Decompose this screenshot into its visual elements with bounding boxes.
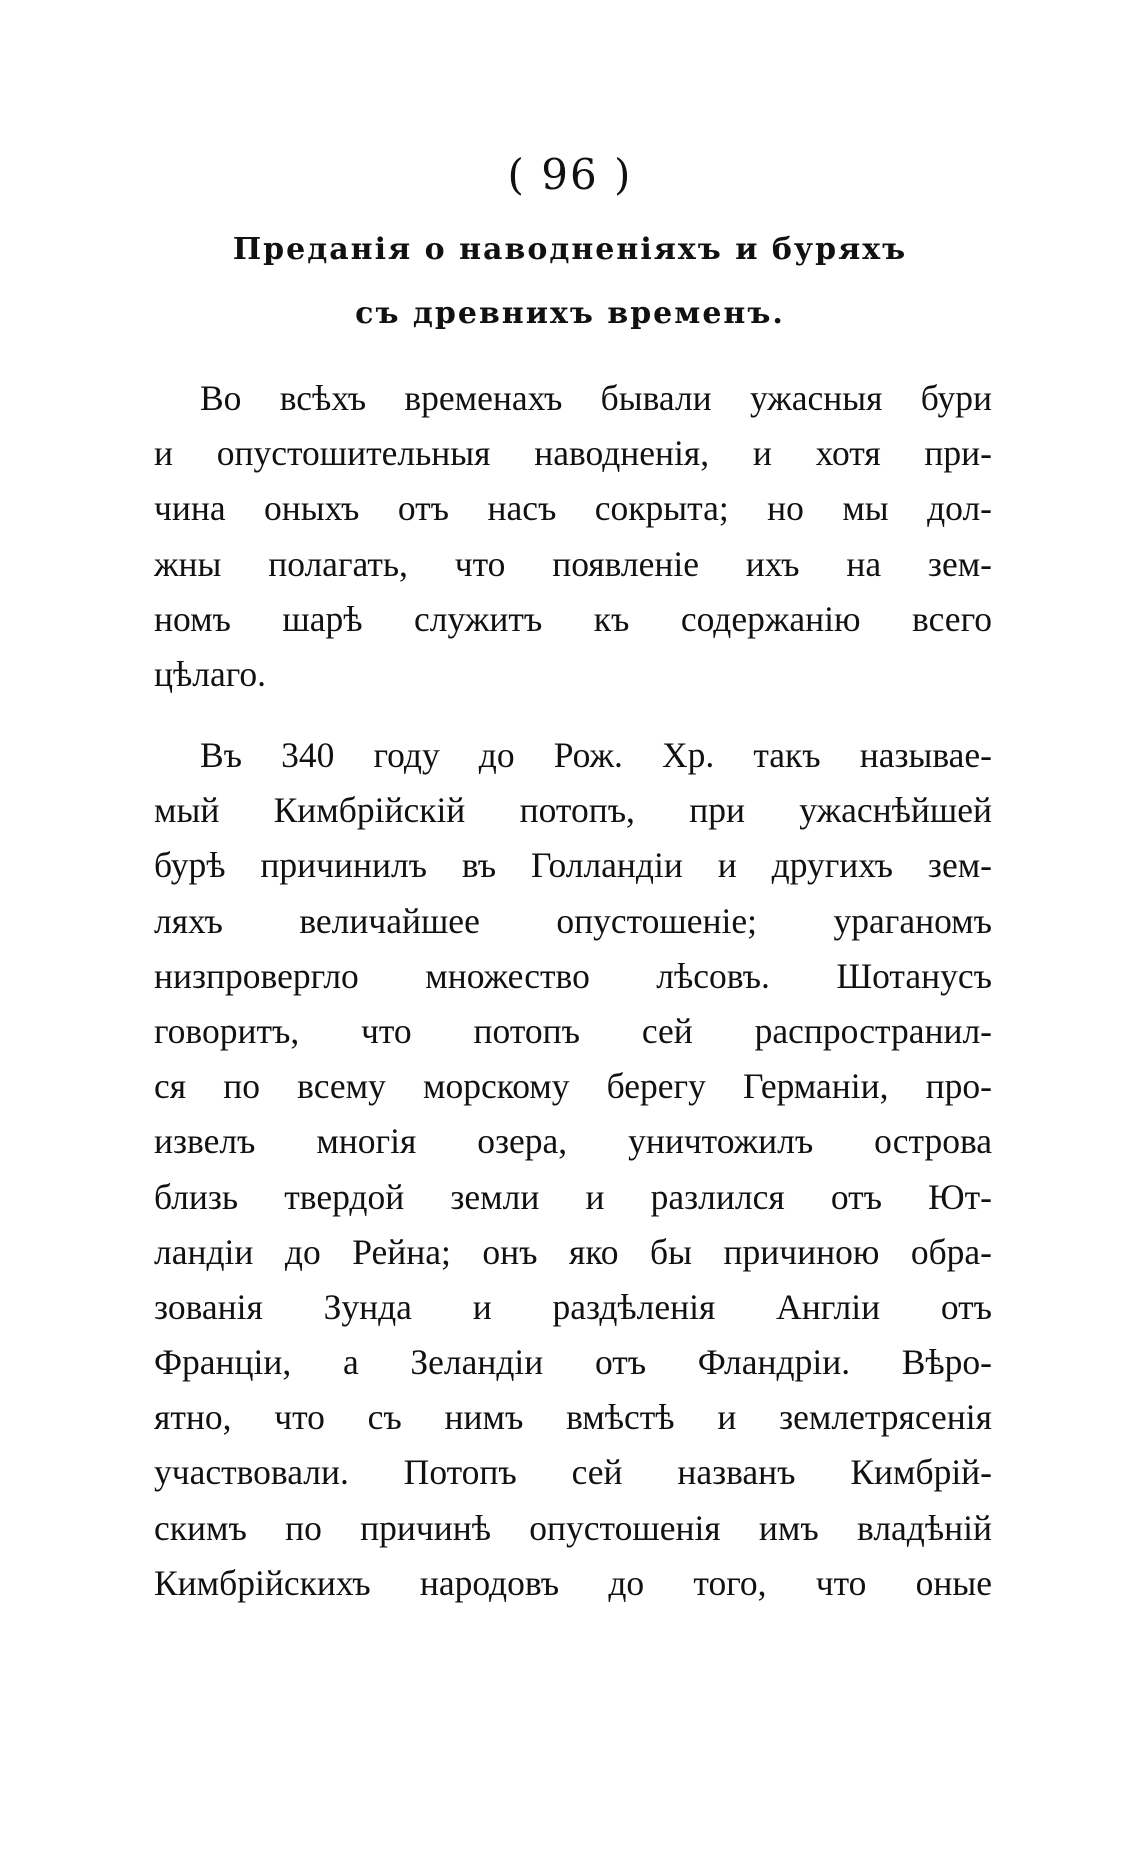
text-line: Франціи, а Зеландіи отъ Фландріи. Вѣро- bbox=[154, 1342, 992, 1383]
paragraph-2 bbox=[154, 728, 992, 1611]
text-line: бурѣ причинилъ въ Голландіи и другихъ зем- bbox=[154, 845, 992, 886]
text-line: цѣлаго. bbox=[154, 653, 267, 694]
text-line: Въ 340 году до Рож. Хр. такъ называе- bbox=[200, 735, 992, 775]
text-line: извелъ многія озера, уничтожилъ острова bbox=[154, 1121, 992, 1162]
chapter-heading-line-1: Преданія о наводненіяхъ и буряхъ bbox=[232, 232, 908, 267]
text-line: близь твердой земли и разлился отъ Ют- bbox=[154, 1176, 992, 1217]
text-line: ся по всему морскому берегу Германіи, про- bbox=[154, 1066, 992, 1107]
text-line: номъ шарѣ служитъ къ содержанію всего bbox=[154, 598, 992, 639]
text-line: жны полагать, что появленіе ихъ на зем- bbox=[154, 543, 992, 584]
text-line: низпровергло множество лѣсовъ. Шотанусъ bbox=[154, 955, 992, 996]
text-line: Кимбрійскихъ народовъ до того, что оные bbox=[154, 1562, 992, 1603]
paragraph-1 bbox=[154, 371, 992, 702]
text-line: чина оныхъ отъ насъ сокрыта; но мы дол- bbox=[154, 488, 992, 529]
text-line: мый Кимбрійскій потопъ, при ужаснѣйшей bbox=[154, 790, 992, 831]
text-line: и опустошительныя наводненія, и хотя при- bbox=[154, 433, 992, 474]
text-line: ятно, что съ нимъ вмѣстѣ и землетрясенія bbox=[154, 1397, 992, 1438]
text-line: скимъ по причинѣ опустошенія имъ владѣній bbox=[154, 1507, 992, 1548]
text-line: ляхъ величайшее опустошеніе; ураганомъ bbox=[154, 900, 992, 941]
chapter-heading-line-2: съ древнихъ временъ. bbox=[355, 296, 785, 331]
text-line: Во всѣхъ временахъ бывали ужасныя бури bbox=[200, 378, 992, 418]
text-line: зованія Зунда и раздѣленія Англіи отъ bbox=[154, 1286, 992, 1327]
text-line: говоритъ, что потопъ сей распространил- bbox=[154, 1010, 992, 1051]
page-number: ( 96 ) bbox=[507, 150, 633, 199]
text-line: ландіи до Рейна; онъ яко бы причиною обра- bbox=[154, 1231, 992, 1272]
text-line: участвовали. Потопъ сей названъ Кимбрій- bbox=[154, 1452, 992, 1493]
